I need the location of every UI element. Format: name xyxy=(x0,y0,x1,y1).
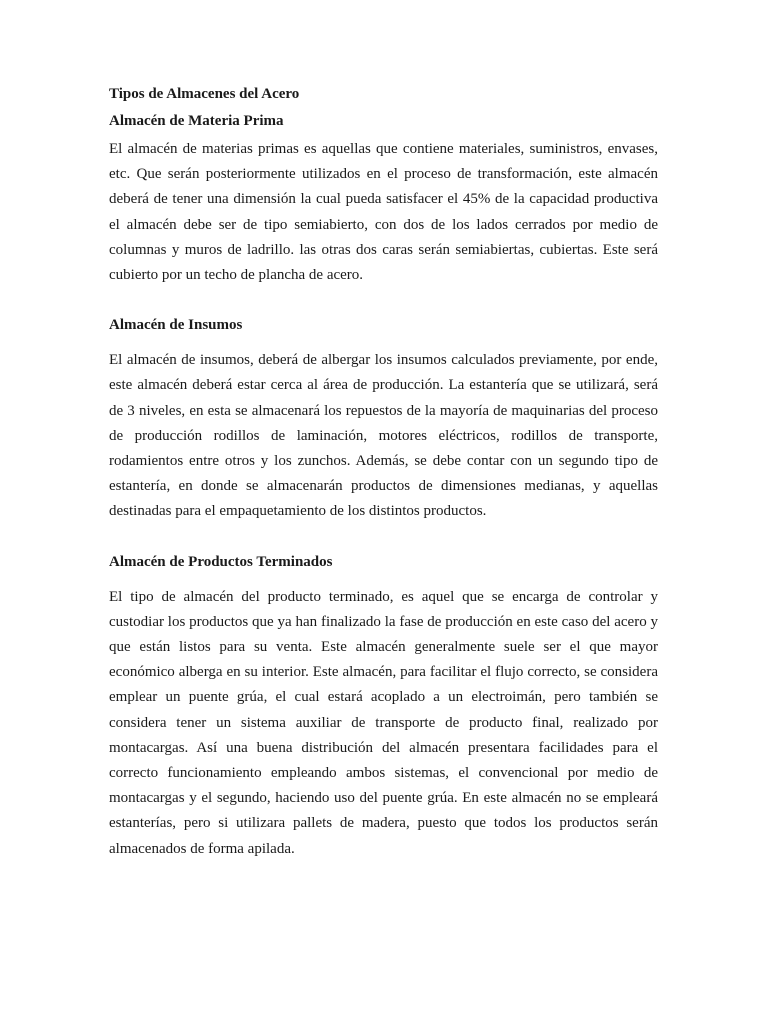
section-materia-prima xyxy=(109,109,658,288)
document-page xyxy=(109,82,658,862)
section-paragraph-productos-terminados: El tipo de almacén del producto terminado, es aquel que se encarga de controlar y custodiar los productos que ya han finalizado la fase de producción en este caso del acero y que están listos para su venta. Este almacén generalmente suele ser el que mayor económico alberga en su interior. Este almacén, para facilitar el flujo correcto, se considera emplear un puente grúa, el cual estará acoplado a un electroimán, pero también se considera tener un sistema auxiliar de transporte de producto final, realizado por montacargas. Así una buena distribución del almacén presentara facilidades para el correcto funcionamiento empleando ambos sistemas, el convencional por medio de montacargas y el segundo, haciendo uso del puente grúa. En este almacén no se empleará estanterías, pero si utilizara pallets de madera, puesto que todos los productos serán almacenados de forma apilada. xyxy=(109,588,658,857)
section-productos-terminados xyxy=(109,550,658,862)
section-heading-productos-terminados: Almacén de Productos Terminados xyxy=(109,553,333,570)
section-insumos xyxy=(109,313,658,524)
section-paragraph-insumos: El almacén de insumos, deberá de albergar los insumos calculados previamente, por ende, este almacén deberá estar cerca al área de producción. La estantería que se utilizará, será de 3 niveles, en esta se almacenará los repuestos de la mayoría de maquinarias del proceso de producción rodillos de laminación, motores eléctricos, rodillos de transporte, rodamientos entre otros y los zunchos. Además, se debe contar con un segundo tipo de estantería, en donde se almacenarán productos de dimensiones medianas, y aquellas destinadas para el empaquetamiento de los distintos productos. xyxy=(109,352,658,520)
section-paragraph-materia-prima: El almacén de materias primas es aquellas que contiene materiales, suministros, envases, etc. Que serán posteriormente utilizados en el proceso de transformación, este almacén deberá de tener una dimensión la cual pueda satisfacer el 45% de la capacidad productiva el almacén debe ser de tipo semiabierto, con dos de los lados cerrados por medio de columnas y muros de ladrillo. las otras dos caras serán semiabiertas, cubiertas. Este será cubierto por un techo de plancha de acero. xyxy=(109,141,658,284)
section-heading-materia-prima: Almacén de Materia Prima xyxy=(109,113,284,129)
section-heading-insumos: Almacén de Insumos xyxy=(109,317,243,334)
document-title: Tipos de Almacenes del Acero xyxy=(109,86,300,102)
